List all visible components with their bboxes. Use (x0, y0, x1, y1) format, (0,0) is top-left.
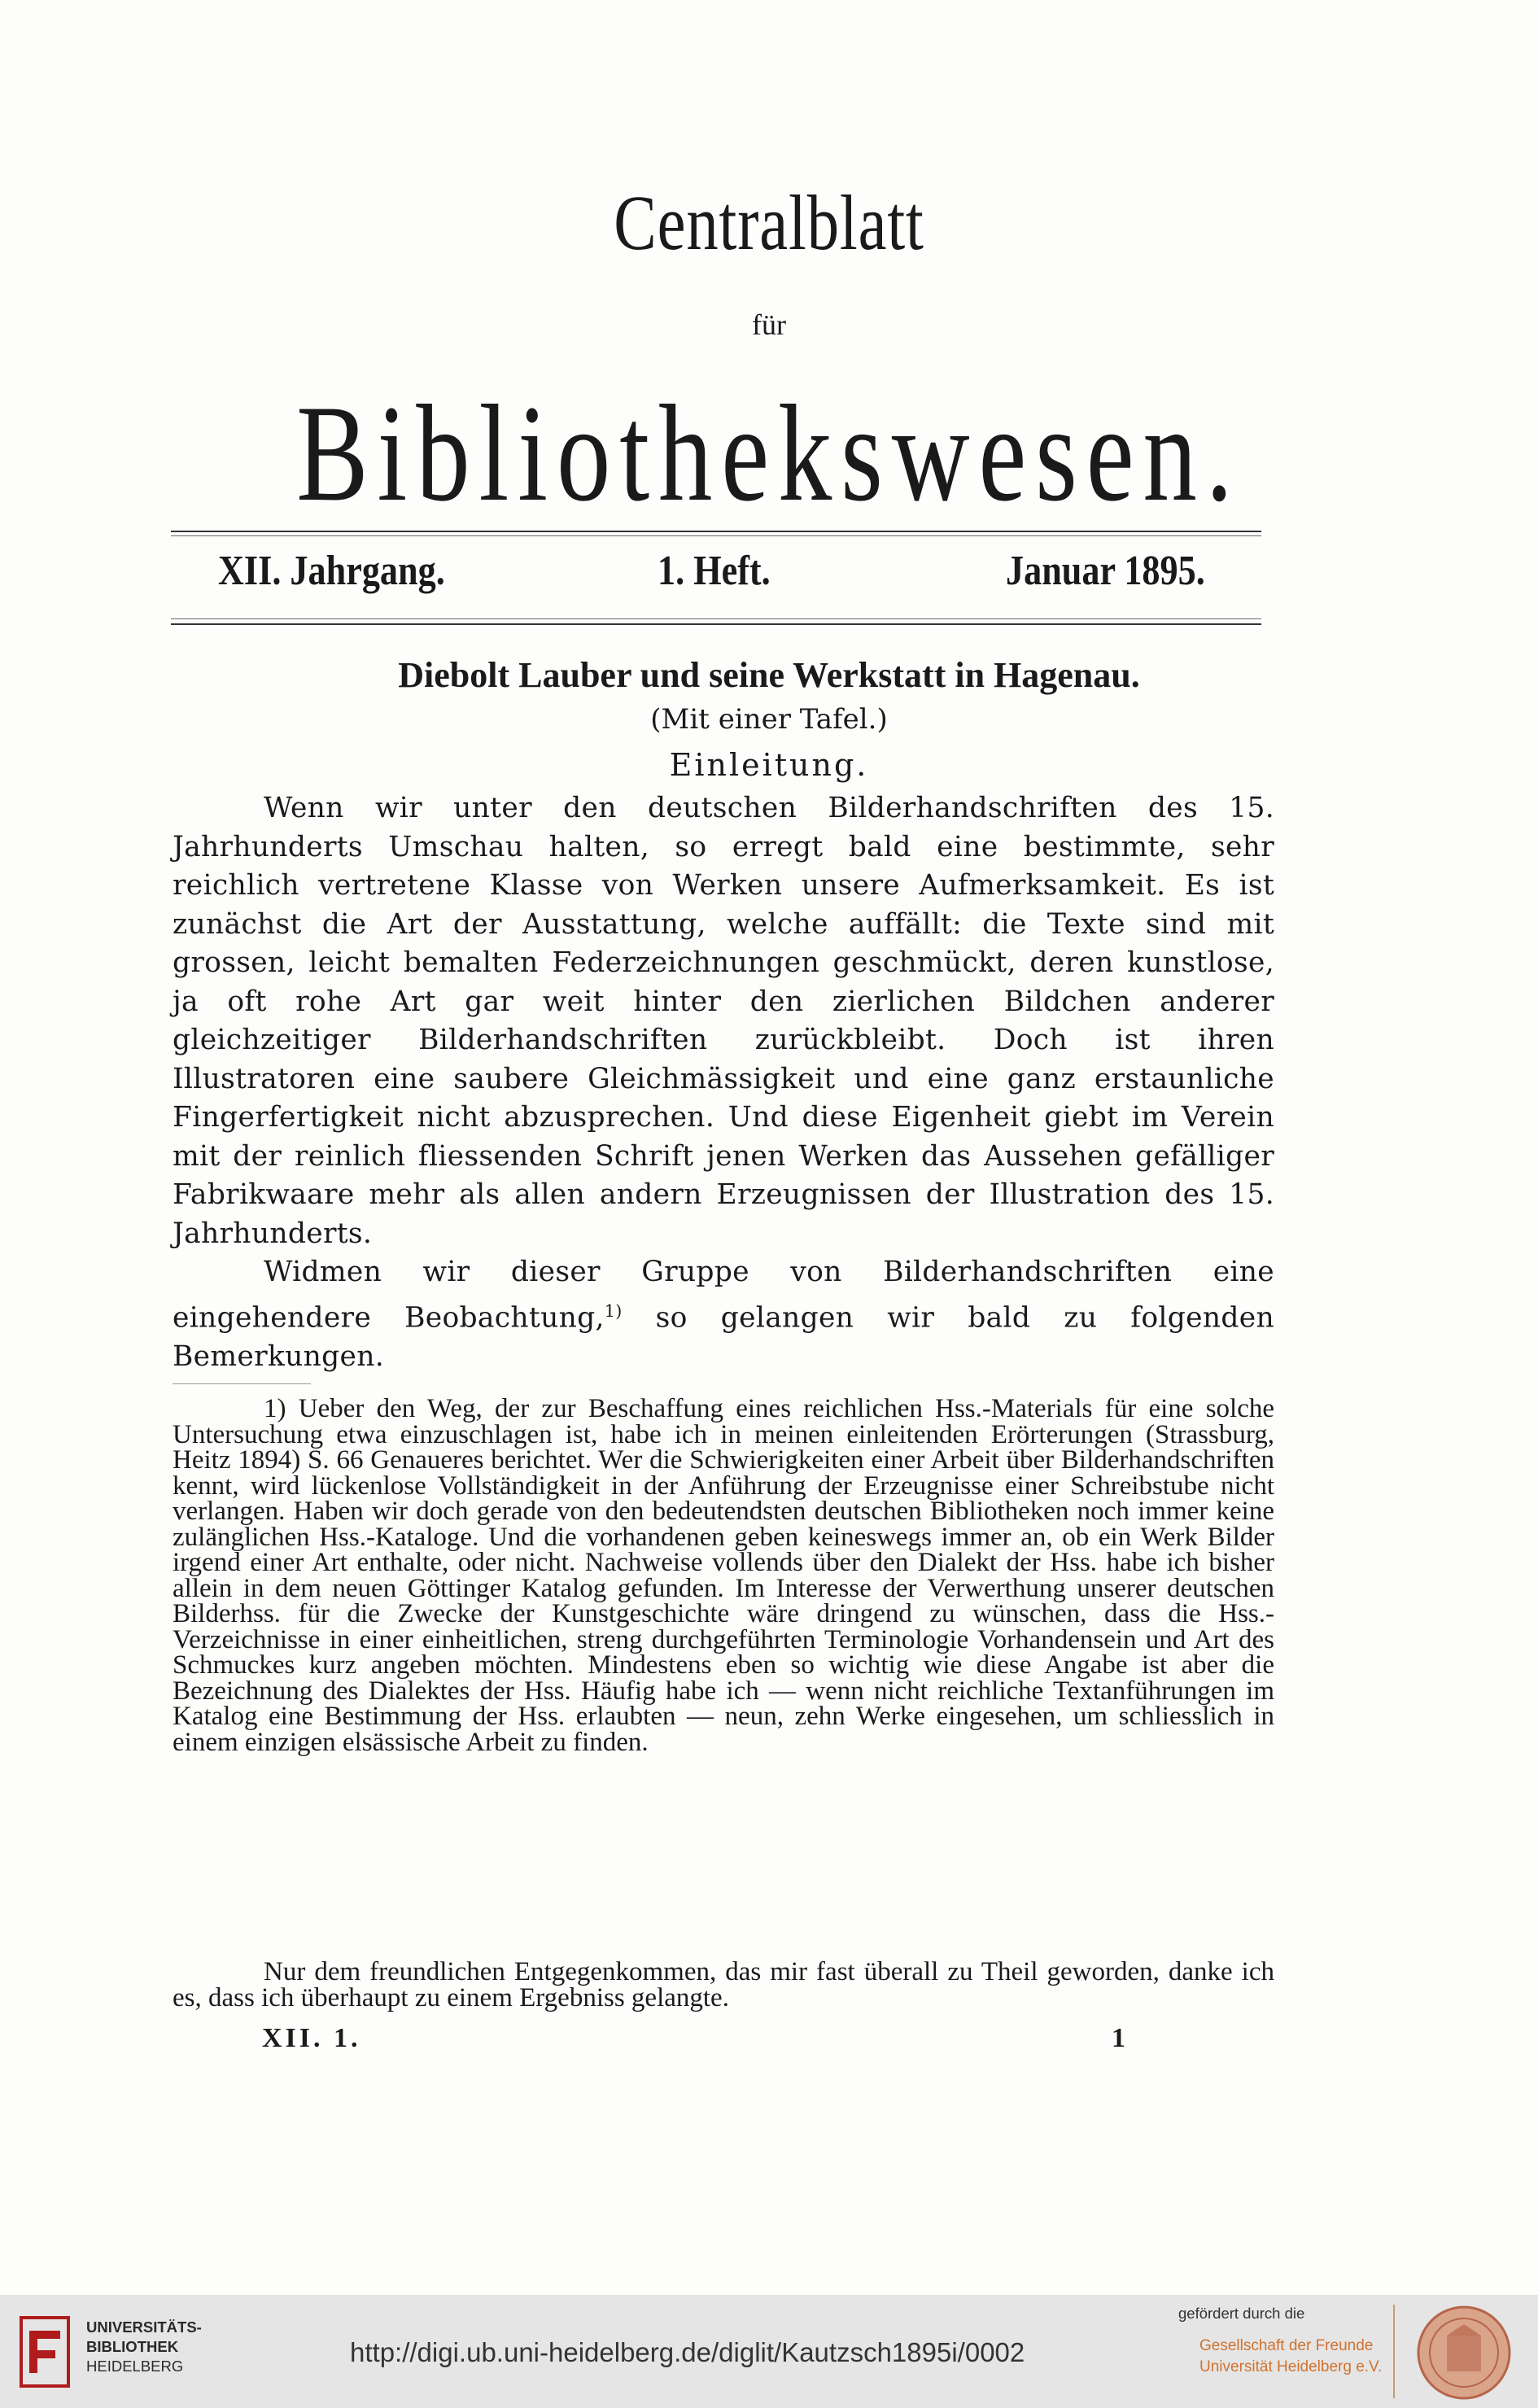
paragraph-text: so gelangen wir bald zu folgenden Bemerkungen. (173, 1301, 1274, 1373)
section-heading: Einleitung. (669, 747, 869, 783)
footnote-continued (173, 1957, 1274, 2012)
footnote-rule (173, 1383, 311, 1384)
issue-label: 1. Heft. (658, 548, 771, 594)
date-label: Januar 1895. (1006, 548, 1205, 594)
footer-divider (1393, 2305, 1395, 2398)
header-rule-top-thin (171, 535, 1261, 536)
library-name: UNIVERSITÄTS- BIBLIOTHEK HEIDELBERG (86, 2318, 202, 2375)
article-title: Diebolt Lauber und seine Werkstatt in Hagenau. (398, 655, 1140, 695)
journal-fuer: für (752, 308, 786, 341)
paragraph-text: Widmen wir dieser Gruppe von Bilderhandschriften eine eingehendere Beobachtung, (173, 1256, 1274, 1334)
ub-logo-icon[interactable] (18, 2314, 72, 2389)
header-rule-top (171, 531, 1261, 532)
journal-title: Centralblatt (614, 179, 924, 266)
body-paragraph-2 (173, 1253, 1274, 1376)
header-rule-bottom (171, 623, 1261, 625)
paragraph-text: Wenn wir unter den deutschen Bilderhandschriften des 15. Jahrhunderts Umschau halten, so erregt bald eine bestimmte, sehr reichlich vertretene Klasse von Werken unsere Aufmerksamkeit. Es ist zunächst die Art der Ausstattung, welche auffällt: die Texte sind mit grossen, leicht bemalten Federzeichnungen geschmückt, deren kunstlose, ja oft rohe Art gar weit hinter den zierlichen Bildchen anderer gleichzeitiger Bilderhandschriften zurückbleibt. Doch ist ihren Illustratoren eine saubere Gleichmässigkeit und eine ganz erstaunliche Fingerfertigkeit nicht abzusprechen. Und diese Eigenheit giebt im Verein mit der reinlich fliessenden Schrift jenen Werken das Aussehen gefälliger Fabrikwaare mehr als allen andern Erzeugnissen der Illustration des 15. Jahrhunderts. (173, 792, 1274, 1250)
permalink-url[interactable]: http://digi.ub.uni-heidelberg.de/diglit/Kautzsch1895i/0002 (350, 2337, 1025, 2367)
footer-bar (0, 2295, 1538, 2408)
footnote-ref: 1) (604, 1300, 623, 1321)
journal-subject: Bibliothekswesen. (296, 377, 1242, 530)
sheet-number: 1 (1112, 2023, 1125, 2053)
university-seal-icon (1416, 2305, 1512, 2401)
sponsor-label: gefördert durch die (1178, 2305, 1305, 2322)
body-paragraph-1 (173, 789, 1274, 1253)
header-rule-bottom-thin (171, 618, 1261, 619)
issue-line (218, 547, 1219, 604)
volume-label: XII. Jahrgang. (218, 548, 445, 594)
sponsor-name[interactable]: Gesellschaft der Freunde Universität Heidelberg e.V. (1199, 2337, 1383, 2375)
footnote-text-2: Nur dem freundlichen Entgegenkommen, das mir fast überall zu Theil geworden, danke ich es, dass ich überhaupt zu einem Ergebniss gelangte. (173, 1957, 1274, 2012)
footnote-text: 1) Ueber den Weg, der zur Beschaffung eines reichlichen Hss.-Materials für eine solche Untersuchung etwa einzuschlagen ist, habe ich in meinen einleitenden Erörterungen (Strassburg, Heitz 1894) S. 66 Genaueres berichtet. Wer die Schwierigkeiten einer Arbeit über Bilderhandschriften kennt, wird lückenlose Vollständigkeit in der Anführung der Erzeugnisse einer Schreibstube nicht verlangen. Haben wir doch gerade von den bedeutendsten deutschen Bibliotheken noch immer keine zulänglichen Hss.-Kataloge. Und die vorhandenen geben keineswegs immer an, ob ein Werk Bilder irgend einer Art enthalte, oder nicht. Nachweise vollends über den Dialekt der Hss. habe ich bisher allein in dem neuen Göttinger Katalog gefunden. Im Interesse der Verwerthung unserer deutschen Bilderhss. für die Zwecke der Kunstgeschichte wäre dringend zu wünschen, dass die Hss.-Verzeichnisse in einer einheitlichen, streng durchgeführten Terminologie Vorhandensein und Art des Schmuckes kurz angeben möchten. Mindestens eben so wichtig wie diese Angabe ist aber die Bezeichnung des Dialektes der Hss. Häufig habe ich — wenn nicht reichliche Textanführungen im Katalog eine Bestimmung der Hss. erlaubten — neun, zehn Werke eingesehen, um schliesslich in einem einzigen elsässische Arbeit zu finden. (173, 1394, 1274, 1757)
signature-mark: XII. 1. (262, 2023, 361, 2053)
article-subtitle: (Mit einer Tafel.) (650, 703, 888, 736)
footnote (173, 1396, 1274, 1755)
